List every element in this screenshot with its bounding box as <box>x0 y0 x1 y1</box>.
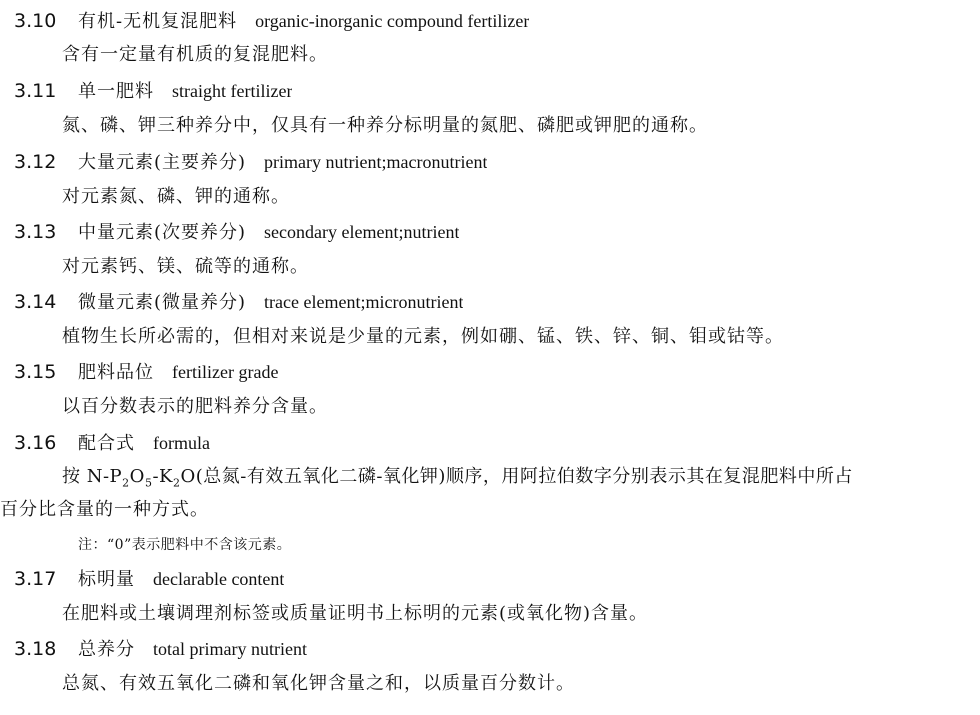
term-note: 注：“0”表示肥料中不含该元素。 <box>78 537 292 553</box>
term-chinese: 总养分 <box>78 639 135 660</box>
term-number: 3.12 <box>14 151 57 173</box>
term-definition: 总氮、有效五氧化二磷和氧化钾含量之和，以质量百分数计。 <box>62 673 575 694</box>
term-definition: 对元素氮、磷、钾的通称。 <box>62 186 290 207</box>
term-definition: 氮、磷、钾三种养分中，仅具有一种养分标明量的氮肥、磷肥或钾肥的通称。 <box>62 115 708 136</box>
term-number: 3.14 <box>14 291 57 313</box>
term-definition: 植物生长所必需的，但相对来说是少量的元素，例如硼、锰、铁、锌、铜、钼或钴等。 <box>62 326 784 347</box>
term-english: organic-inorganic compound fertilizer <box>255 11 530 31</box>
term-english: declarable content <box>153 569 285 589</box>
term-english: fertilizer grade <box>172 362 279 382</box>
term-chinese: 大量元素(主要养分) <box>78 152 247 173</box>
term-heading <box>14 4 529 38</box>
formula-text: -K <box>152 466 173 487</box>
term-english: primary nutrient;macronutrient <box>264 152 488 172</box>
term-heading <box>14 562 284 596</box>
term-number: 3.17 <box>14 568 57 590</box>
term-english: trace element;micronutrient <box>264 292 464 312</box>
term-definition: 含有一定量有机质的复混肥料。 <box>62 44 328 65</box>
formula-subscript: 2 <box>172 476 181 490</box>
term-heading <box>14 355 278 389</box>
term-english: straight fertilizer <box>172 81 293 101</box>
term-chinese: 中量元素(次要养分) <box>78 222 247 243</box>
formula-text: O <box>129 466 145 487</box>
term-chinese: 微量元素(微量养分) <box>78 292 247 313</box>
term-number: 3.16 <box>14 432 57 454</box>
term-english: total primary nutrient <box>153 639 307 659</box>
term-number: 3.11 <box>14 80 57 102</box>
term-heading <box>14 632 307 666</box>
term-heading <box>14 426 210 460</box>
term-chinese: 配合式 <box>78 433 135 454</box>
term-heading <box>14 215 459 249</box>
term-chinese: 肥料品位 <box>78 362 154 383</box>
formula-subscript: 2 <box>122 476 130 490</box>
term-number: 3.18 <box>14 638 57 660</box>
term-chinese: 标明量 <box>78 569 135 590</box>
term-definition-formula <box>62 460 853 494</box>
term-definition: 以百分数表示的肥料养分含量。 <box>62 396 328 417</box>
term-definition: 对元素钙、镁、硫等的通称。 <box>62 256 309 277</box>
term-definition-continued: 百分比含量的一种方式。 <box>0 499 209 520</box>
term-number: 3.10 <box>14 10 57 32</box>
term-chinese: 单一肥料 <box>78 81 154 102</box>
term-number: 3.15 <box>14 361 57 383</box>
formula-subscript: 5 <box>144 476 153 490</box>
formula-suffix: O(总氮-有效五氧化二磷-氧化钾)顺序，用阿拉伯数字分别表示其在复混肥料中所占 <box>180 466 853 487</box>
term-number: 3.13 <box>14 221 57 243</box>
term-heading <box>14 74 292 108</box>
term-chinese: 有机-无机复混肥料 <box>78 11 238 32</box>
term-english: formula <box>153 433 210 453</box>
formula-prefix: 按 N-P <box>62 466 123 487</box>
term-heading <box>14 285 463 319</box>
term-heading <box>14 145 487 179</box>
term-definition: 在肥料或土壤调理剂标签或质量证明书上标明的元素(或氧化物)含量。 <box>62 603 649 624</box>
term-english: secondary element;nutrient <box>264 222 460 242</box>
